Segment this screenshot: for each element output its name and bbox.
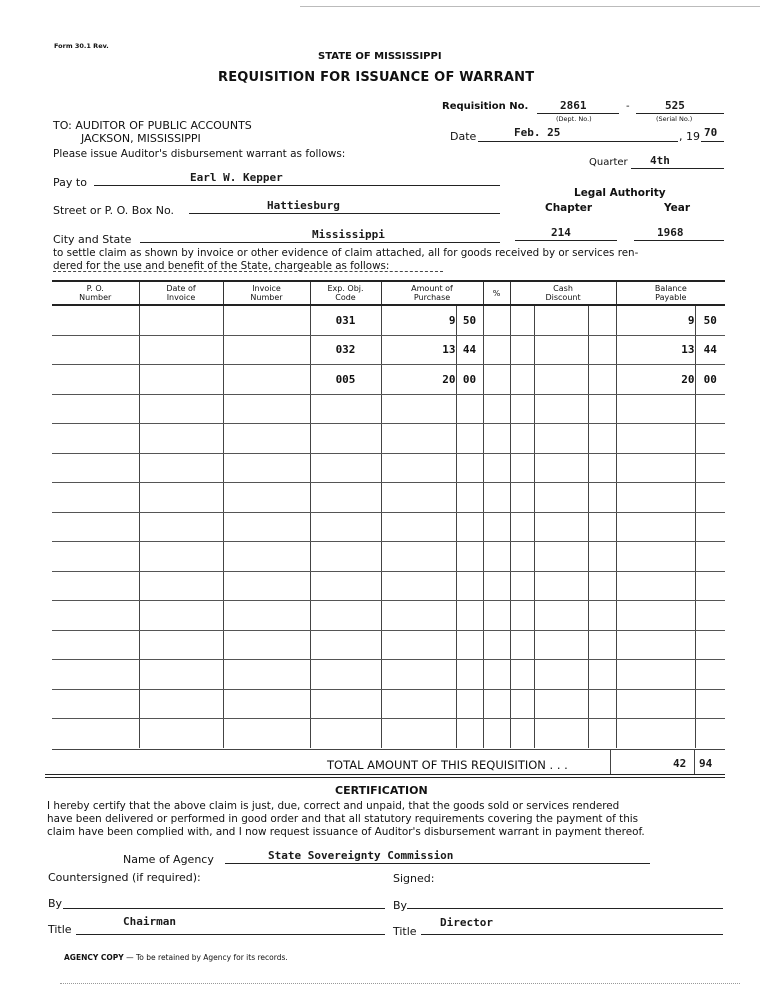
date-cell: [139, 365, 223, 395]
col-date-invoice: [139, 281, 223, 305]
percent-cell: [483, 483, 510, 513]
balance-cents-cell: [695, 660, 725, 690]
pay-to-line: [94, 185, 500, 186]
balance-cents-cell: [695, 512, 725, 542]
percent-cell: [483, 335, 510, 365]
percent-cell: [483, 601, 510, 631]
date-cell: [139, 453, 223, 483]
date-cell: [139, 335, 223, 365]
invoice-cell: [223, 512, 310, 542]
col-date-1: Date of: [166, 284, 196, 293]
discount-b-cell: [534, 512, 588, 542]
percent-cell: [483, 660, 510, 690]
exp-code-cell: [310, 719, 381, 748]
discount-c-cell: [588, 365, 616, 395]
balance-dollars-cell: 13: [616, 335, 695, 365]
quarter-label: Quarter: [589, 157, 628, 168]
table-row: [52, 483, 725, 513]
col-inv-2: Number: [250, 293, 283, 302]
amount-dollars-cell: [381, 571, 456, 601]
settle-text-1: to settle claim as shown by invoice or other evidence of claim attached, all for goods received by or services ren-: [53, 247, 639, 259]
discount-c-cell: [588, 335, 616, 365]
invoice-cell: [223, 630, 310, 660]
balance-cents-cell: [695, 689, 725, 719]
col-bal-2: Payable: [655, 293, 687, 302]
col-exp-obj-code: [310, 281, 381, 305]
col-cash-2: Discount: [545, 293, 581, 302]
percent-cell: [483, 512, 510, 542]
exp-code-cell: [310, 483, 381, 513]
left-title-value: Chairman: [123, 915, 176, 928]
date-cell: [139, 601, 223, 631]
discount-a-cell: [510, 689, 534, 719]
state-title: STATE OF MISSISSIPPI: [318, 51, 442, 62]
balance-dollars-cell: [616, 571, 695, 601]
chapter-value: 214: [551, 226, 571, 239]
col-percent: %: [483, 281, 510, 305]
po-cell: [52, 335, 139, 365]
invoice-cell: [223, 660, 310, 690]
date-cell: [139, 483, 223, 513]
table-row: [52, 305, 725, 335]
balance-cents-cell: 00: [695, 365, 725, 395]
exp-code-cell: 032: [310, 335, 381, 365]
balance-dollars-cell: [616, 453, 695, 483]
balance-dollars-cell: 9: [616, 305, 695, 335]
table-row: [52, 571, 725, 601]
discount-c-cell: [588, 689, 616, 719]
balance-cents-cell: 44: [695, 335, 725, 365]
date-line: [478, 141, 678, 142]
discount-c-cell: [588, 453, 616, 483]
chapter-line: [515, 240, 617, 241]
amount-cents-cell: [456, 512, 483, 542]
amount-dollars-cell: [381, 512, 456, 542]
exp-code-cell: 005: [310, 365, 381, 395]
percent-cell: [483, 719, 510, 748]
exp-code-cell: [310, 512, 381, 542]
table-row: [52, 394, 725, 424]
po-cell: [52, 719, 139, 748]
col-po-1: P. O.: [86, 284, 104, 293]
agency-copy-bold: AGENCY COPY: [64, 953, 124, 962]
col-exp-2: Code: [335, 293, 356, 302]
amount-dollars-cell: [381, 601, 456, 631]
balance-cents-cell: [695, 483, 725, 513]
amount-dollars-cell: [381, 660, 456, 690]
amount-cents-cell: [456, 424, 483, 454]
balance-cents-cell: [695, 542, 725, 572]
amount-cents-cell: [456, 542, 483, 572]
city-state-line: [140, 242, 500, 243]
table-row: [52, 542, 725, 572]
issue-instruction: Please issue Auditor's disbursement warrant as follows:: [53, 148, 346, 160]
amount-cents-cell: [456, 483, 483, 513]
discount-a-cell: [510, 571, 534, 601]
dept-no-value: 2861: [560, 99, 587, 112]
po-cell: [52, 660, 139, 690]
discount-b-cell: [534, 601, 588, 631]
discount-a-cell: [510, 660, 534, 690]
requisition-label: Requisition No.: [442, 101, 529, 112]
col-amount-purchase: [381, 281, 483, 305]
serial-no-caption: (Serial No.): [656, 115, 693, 123]
year-label: Year: [664, 202, 691, 214]
total-bottom-rule-1: [45, 774, 725, 775]
col-po-number: [52, 281, 139, 305]
date-label: Date: [450, 130, 477, 143]
amount-cents-cell: [456, 719, 483, 748]
serial-no-value: 525: [665, 99, 685, 112]
discount-b-cell: [534, 453, 588, 483]
discount-a-cell: [510, 305, 534, 335]
by-line-right: [407, 908, 723, 909]
to-line-2: JACKSON, MISSISSIPPI: [81, 132, 201, 145]
po-cell: [52, 394, 139, 424]
amount-dollars-cell: 20: [381, 365, 456, 395]
agency-name-value: State Sovereignty Commission: [268, 849, 454, 862]
col-bal-1: Balance: [654, 284, 687, 293]
exp-code-cell: [310, 542, 381, 572]
percent-cell: [483, 630, 510, 660]
col-cash-1: Cash: [553, 284, 573, 293]
discount-a-cell: [510, 512, 534, 542]
date-cell: [139, 542, 223, 572]
date-value: Feb. 25: [514, 126, 561, 139]
signed-label: Signed:: [393, 872, 435, 885]
col-balance-payable: [616, 281, 725, 305]
invoice-cell: [223, 305, 310, 335]
percent-cell: [483, 305, 510, 335]
amount-dollars-cell: [381, 483, 456, 513]
percent-cell: [483, 542, 510, 572]
amount-cents-cell: 50: [456, 305, 483, 335]
balance-cents-cell: [695, 571, 725, 601]
table-row: [52, 424, 725, 454]
discount-c-cell: [588, 571, 616, 601]
settle-text-2: dered for the use and benefit of the State, chargeable as follows:: [53, 260, 390, 272]
table-body: [52, 305, 725, 748]
amount-dollars-cell: [381, 542, 456, 572]
quarter-value: 4th: [650, 154, 670, 167]
discount-c-cell: [588, 394, 616, 424]
chapter-label: Chapter: [545, 202, 593, 214]
po-cell: [52, 630, 139, 660]
col-amt-2: Purchase: [413, 293, 451, 302]
agency-copy-text: — To be retained by Agency for its records.: [123, 953, 288, 962]
certification-line-1: I hereby certify that the above claim is just, due, correct and unpaid, that the goods sold or services rendered: [47, 800, 620, 812]
dept-no-caption: (Dept. No.): [556, 115, 592, 123]
invoice-cell: [223, 335, 310, 365]
percent-cell: [483, 689, 510, 719]
total-label: TOTAL AMOUNT OF THIS REQUISITION . . .: [327, 758, 568, 772]
date-cell: [139, 512, 223, 542]
street-line: [189, 213, 500, 214]
discount-a-cell: [510, 601, 534, 631]
charges-table: [52, 280, 725, 748]
total-divider: [610, 749, 611, 775]
right-title-value: Director: [440, 916, 493, 929]
agency-name-line: [225, 863, 650, 864]
invoice-cell: [223, 483, 310, 513]
legal-year-line: [634, 240, 724, 241]
amount-cents-cell: [456, 689, 483, 719]
by-label-left: By: [48, 897, 63, 910]
col-invoice-number: [223, 281, 310, 305]
balance-dollars-cell: [616, 483, 695, 513]
po-cell: [52, 542, 139, 572]
exp-code-cell: [310, 630, 381, 660]
certification-line-2: have been delivered or performed in good order and that all statutory requirements covering the payment of this: [47, 813, 639, 825]
legal-year-value: 1968: [657, 226, 684, 239]
amount-dollars-cell: [381, 394, 456, 424]
invoice-cell: [223, 689, 310, 719]
balance-dollars-cell: [616, 394, 695, 424]
amount-cents-cell: [456, 630, 483, 660]
date-cell: [139, 689, 223, 719]
amount-cents-cell: [456, 601, 483, 631]
percent-cell: [483, 571, 510, 601]
serial-no-line: [636, 113, 724, 114]
certification-line-3: claim have been complied with, and I now request issuance of Auditor's disbursement warrant in payment thereof.: [47, 826, 645, 838]
table-row: [52, 335, 725, 365]
discount-b-cell: [534, 689, 588, 719]
po-cell: [52, 483, 139, 513]
agency-copy-note: [64, 953, 288, 962]
balance-dollars-cell: 20: [616, 365, 695, 395]
balance-dollars-cell: [616, 424, 695, 454]
discount-b-cell: [534, 571, 588, 601]
discount-a-cell: [510, 483, 534, 513]
street-value: Hattiesburg: [267, 199, 340, 212]
discount-b-cell: [534, 305, 588, 335]
discount-c-cell: [588, 719, 616, 748]
po-cell: [52, 571, 139, 601]
street-label: Street or P. O. Box No.: [53, 204, 174, 217]
balance-cents-cell: [695, 630, 725, 660]
by-label-right: By: [393, 899, 408, 912]
discount-c-cell: [588, 305, 616, 335]
discount-b-cell: [534, 542, 588, 572]
balance-dollars-cell: [616, 660, 695, 690]
invoice-cell: [223, 394, 310, 424]
discount-a-cell: [510, 542, 534, 572]
amount-cents-cell: [456, 571, 483, 601]
pay-to-label: Pay to: [53, 176, 87, 189]
col-amt-1: Amount of: [411, 284, 453, 293]
year-prefix-text: 19: [686, 130, 700, 143]
po-cell: [52, 453, 139, 483]
invoice-cell: [223, 542, 310, 572]
discount-a-cell: [510, 453, 534, 483]
year-prefix: , 19: [679, 130, 700, 143]
bottom-perforation: [60, 983, 740, 984]
amount-cents-cell: [456, 394, 483, 424]
document-title: REQUISITION FOR ISSUANCE OF WARRANT: [218, 70, 535, 85]
exp-code-cell: [310, 689, 381, 719]
amount-cents-cell: [456, 453, 483, 483]
discount-b-cell: [534, 335, 588, 365]
po-cell: [52, 512, 139, 542]
table-row: [52, 512, 725, 542]
dash: -: [626, 101, 630, 112]
po-cell: [52, 601, 139, 631]
amount-dollars-cell: [381, 689, 456, 719]
date-cell: [139, 630, 223, 660]
discount-c-cell: [588, 630, 616, 660]
to-line-1: TO: AUDITOR OF PUBLIC ACCOUNTS: [53, 119, 252, 132]
po-cell: [52, 424, 139, 454]
invoice-cell: [223, 424, 310, 454]
discount-b-cell: [534, 660, 588, 690]
discount-b-cell: [534, 483, 588, 513]
balance-dollars-cell: [616, 689, 695, 719]
table-row: [52, 660, 725, 690]
table-header-row: [52, 281, 725, 305]
percent-cell: [483, 365, 510, 395]
discount-a-cell: [510, 394, 534, 424]
total-top-rule: [52, 749, 725, 750]
amount-dollars-cell: [381, 424, 456, 454]
city-state-value: Mississippi: [312, 228, 385, 241]
date-cell: [139, 660, 223, 690]
col-po-2: Number: [79, 293, 112, 302]
total-bottom-rule-2: [45, 777, 725, 778]
balance-cents-cell: 50: [695, 305, 725, 335]
balance-dollars-cell: [616, 512, 695, 542]
po-cell: [52, 689, 139, 719]
invoice-cell: [223, 719, 310, 748]
balance-dollars-cell: [616, 601, 695, 631]
discount-a-cell: [510, 719, 534, 748]
title-line-right: [421, 934, 723, 935]
balance-cents-cell: [695, 394, 725, 424]
discount-c-cell: [588, 601, 616, 631]
discount-a-cell: [510, 424, 534, 454]
quarter-line: [631, 168, 724, 169]
year-line: [701, 141, 724, 142]
balance-dollars-cell: [616, 542, 695, 572]
col-date-2: Invoice: [166, 293, 196, 302]
invoice-cell: [223, 571, 310, 601]
date-cell: [139, 719, 223, 748]
title-label-right: Title: [393, 925, 417, 938]
balance-cents-cell: [695, 719, 725, 748]
legal-authority-heading: Legal Authority: [574, 187, 666, 199]
settle-underline: [53, 271, 443, 272]
countersigned-label: Countersigned (if required):: [48, 871, 201, 884]
discount-b-cell: [534, 394, 588, 424]
by-line-left: [63, 908, 385, 909]
balance-cents-cell: [695, 453, 725, 483]
percent-cell: [483, 394, 510, 424]
discount-b-cell: [534, 630, 588, 660]
discount-c-cell: [588, 660, 616, 690]
title-label-left: Title: [48, 923, 72, 936]
amount-cents-cell: [456, 660, 483, 690]
discount-a-cell: [510, 335, 534, 365]
balance-dollars-cell: [616, 719, 695, 748]
percent-cell: [483, 453, 510, 483]
discount-a-cell: [510, 365, 534, 395]
col-inv-1: Invoice: [252, 284, 281, 293]
discount-b-cell: [534, 365, 588, 395]
amount-cents-cell: 44: [456, 335, 483, 365]
balance-cents-cell: [695, 601, 725, 631]
table-row: [52, 630, 725, 660]
col-exp-1: Exp. Obj.: [327, 284, 364, 293]
amount-cents-cell: 00: [456, 365, 483, 395]
table-row: [52, 601, 725, 631]
total-cents-divider: [694, 749, 695, 775]
col-cash-discount: [510, 281, 616, 305]
date-cell: [139, 424, 223, 454]
table-row: [52, 719, 725, 748]
discount-c-cell: [588, 512, 616, 542]
amount-dollars-cell: 9: [381, 305, 456, 335]
invoice-cell: [223, 453, 310, 483]
amount-dollars-cell: [381, 453, 456, 483]
amount-dollars-cell: [381, 630, 456, 660]
exp-code-cell: [310, 453, 381, 483]
exp-code-cell: [310, 571, 381, 601]
title-line-left: [76, 934, 385, 935]
po-cell: [52, 305, 139, 335]
form-id: Form 30.1 Rev.: [54, 42, 109, 50]
exp-code-cell: [310, 394, 381, 424]
discount-b-cell: [534, 424, 588, 454]
agency-name-label: Name of Agency: [123, 853, 214, 866]
date-cell: [139, 394, 223, 424]
date-cell: [139, 571, 223, 601]
percent-cell: [483, 424, 510, 454]
discount-b-cell: [534, 719, 588, 748]
balance-dollars-cell: [616, 630, 695, 660]
po-cell: [52, 365, 139, 395]
exp-code-cell: 031: [310, 305, 381, 335]
table-row: [52, 365, 725, 395]
exp-code-cell: [310, 601, 381, 631]
exp-code-cell: [310, 660, 381, 690]
date-cell: [139, 305, 223, 335]
year-value: 70: [704, 126, 718, 139]
invoice-cell: [223, 365, 310, 395]
amount-dollars-cell: [381, 719, 456, 748]
invoice-cell: [223, 601, 310, 631]
table-row: [52, 453, 725, 483]
exp-code-cell: [310, 424, 381, 454]
balance-cents-cell: [695, 424, 725, 454]
discount-c-cell: [588, 542, 616, 572]
pay-to-value: Earl W. Kepper: [190, 171, 283, 184]
certification-heading: CERTIFICATION: [335, 784, 428, 797]
dept-no-line: [537, 113, 619, 114]
total-dollars: 42: [673, 757, 687, 770]
city-state-label: City and State: [53, 233, 132, 246]
discount-c-cell: [588, 424, 616, 454]
top-edge-rule: [300, 6, 760, 7]
table-row: [52, 689, 725, 719]
amount-dollars-cell: 13: [381, 335, 456, 365]
discount-a-cell: [510, 630, 534, 660]
total-cents: 94: [699, 757, 713, 770]
discount-c-cell: [588, 483, 616, 513]
